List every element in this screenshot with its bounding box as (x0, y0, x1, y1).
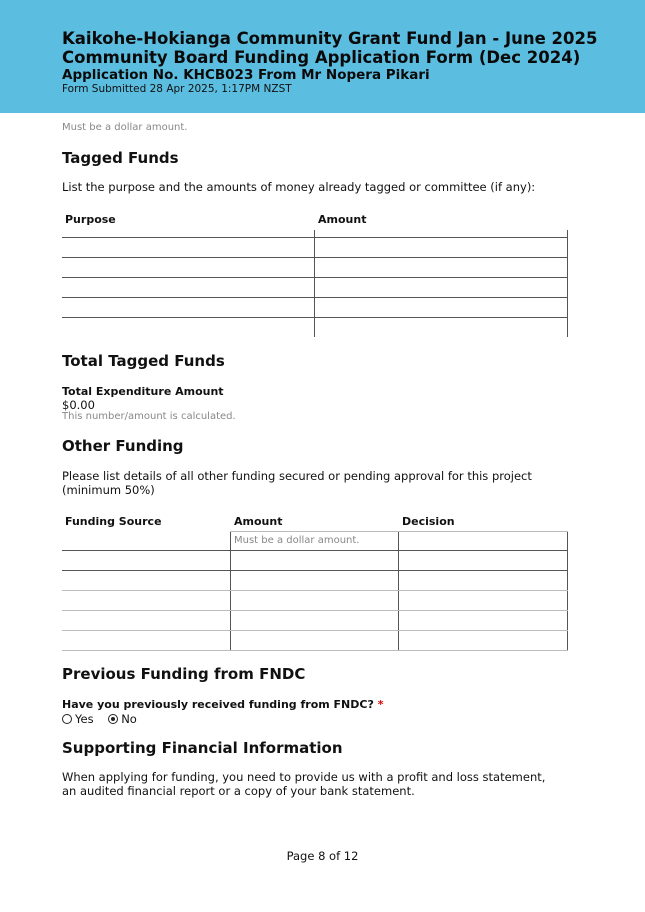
calculated-hint: This number/amount is calculated. (62, 411, 236, 422)
total-tagged-funds-heading: Total Tagged Funds (62, 352, 225, 370)
form-header (0, 0, 645, 113)
supporting-info-heading: Supporting Financial Information (62, 739, 343, 757)
form-title: Community Board Funding Application Form (Dec 2024) (62, 48, 581, 67)
radio-no[interactable] (108, 714, 118, 724)
table-row[interactable] (62, 650, 568, 651)
table-row[interactable] (62, 297, 568, 298)
supporting-info-description: When applying for funding, you need to provide us with a profit and loss statement, an audited financial report or a copy of your bank statement. (62, 770, 546, 798)
table-divider (314, 230, 315, 337)
table-row[interactable] (62, 570, 568, 571)
submitted-timestamp: Form Submitted 28 Apr 2025, 1:17PM NZST (62, 83, 292, 95)
column-header-purpose: Purpose (65, 213, 116, 226)
tagged-funds-description: List the purpose and the amounts of money already tagged or committee (if any): (62, 180, 536, 194)
table-row[interactable] (62, 610, 568, 611)
option-yes-label: Yes (75, 711, 94, 726)
column-header-amount: Amount (318, 213, 367, 226)
required-marker: * (377, 698, 384, 711)
other-funding-heading: Other Funding (62, 437, 184, 455)
table-row[interactable] (62, 550, 568, 551)
total-expenditure-label: Total Expenditure Amount (62, 385, 224, 398)
table-divider (567, 230, 568, 337)
application-number: Application No. KHCB023 From Mr Nopera Pikari (62, 67, 430, 83)
table-row[interactable] (62, 590, 568, 591)
question-text: Have you previously received funding from FNDC? (62, 698, 374, 711)
table-row[interactable] (62, 317, 568, 318)
page-number: Page 8 of 12 (286, 849, 359, 863)
option-no-label: No (121, 711, 137, 726)
column-header-amount: Amount (234, 515, 283, 528)
table-divider (230, 531, 231, 651)
table-row[interactable] (62, 277, 568, 278)
column-header-decision: Decision (402, 515, 455, 528)
column-header-funding-source: Funding Source (65, 515, 162, 528)
previous-funding-question (62, 698, 383, 711)
total-expenditure-value: $0.00 (62, 398, 95, 412)
other-funding-description: Please list details of all other funding secured or pending approval for this project (minimum 50%) (62, 469, 532, 497)
table-divider (398, 531, 399, 651)
table-row[interactable] (62, 257, 568, 258)
dollar-amount-hint: Must be a dollar amount. (62, 122, 188, 133)
previous-funding-heading: Previous Funding from FNDC (62, 665, 306, 683)
table-divider (567, 531, 568, 651)
previous-funding-options (62, 711, 137, 726)
tagged-funds-heading: Tagged Funds (62, 149, 179, 167)
grant-fund-title: Kaikohe-Hokianga Community Grant Fund Jan - June 2025 (62, 29, 598, 48)
table-row[interactable] (230, 531, 568, 532)
table-row[interactable] (62, 237, 568, 238)
amount-cell-hint: Must be a dollar amount. (234, 535, 360, 546)
table-row[interactable] (62, 630, 568, 631)
radio-yes[interactable] (62, 714, 72, 724)
